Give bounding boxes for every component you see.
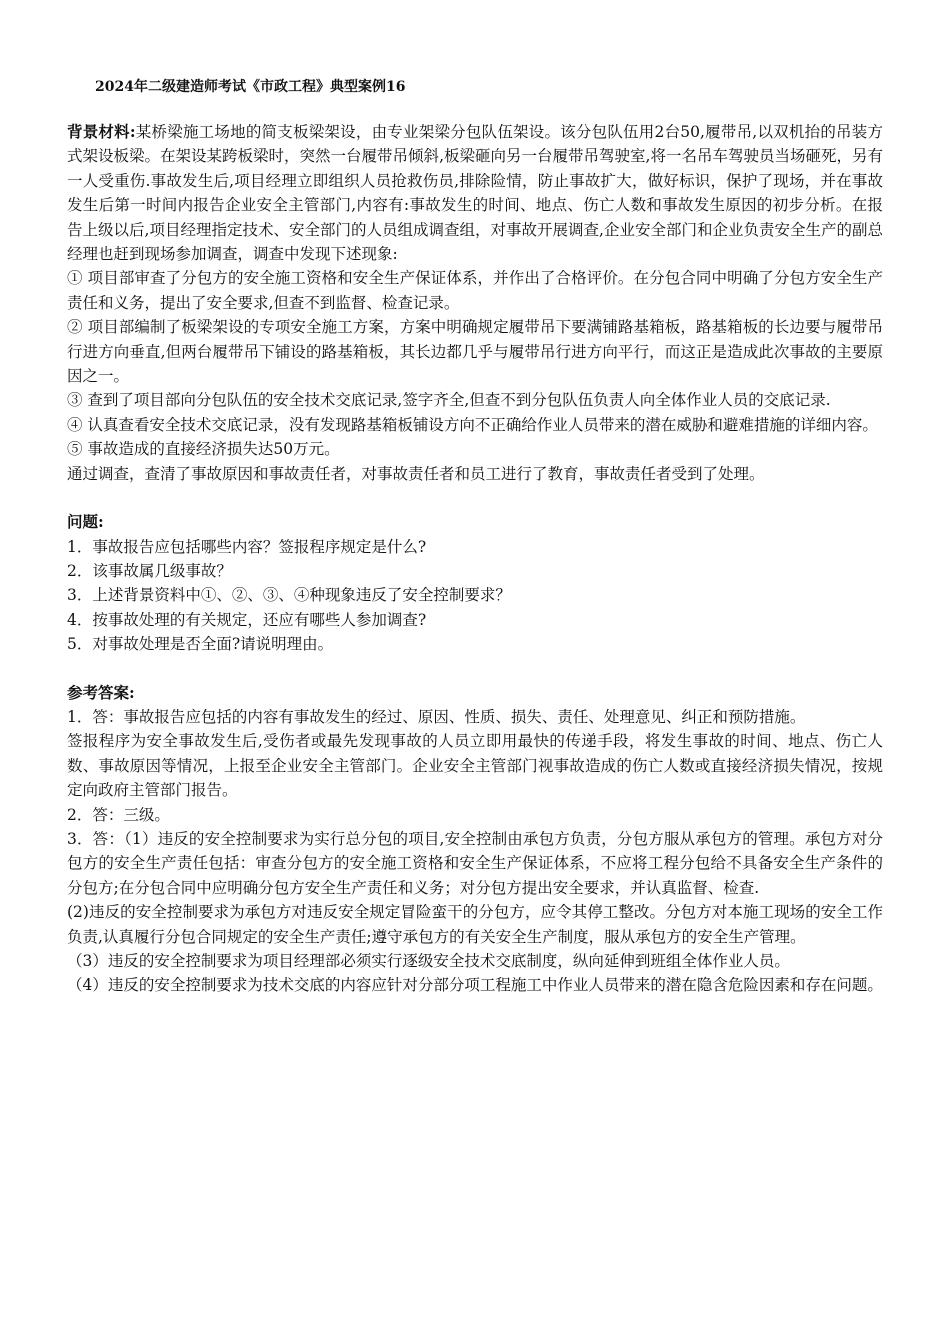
answer-paragraph-2: 签报程序为安全事故发生后,受伤者或最先发现事故的人员立即用最快的传递手段，将发生事故的时间、地点、伤亡人数、事故原因等情况，上报至企业安全主管部门。企业安全主管部门视事故造成的伤亡人数或直接经济损失情况，按规定向政府主管部门报告。: [67, 732, 883, 800]
question-item-5: 5．对事故处理是否全面?请说明理由。: [67, 635, 334, 654]
finding-item-1: ① 项目部审查了分包方的安全施工资格和安全生产保证体系，并作出了合格评价。在分包合同中明确了分包方安全生产责任和义务，提出了安全要求,但查不到监督、检查记录。: [67, 269, 883, 312]
background-text: 某桥梁施工场地的简支板梁架设，由专业架梁分包队伍架设。该分包队伍用2台50,履带吊,以双机抬的吊装方式架设板梁。在架设某跨板梁时，突然一台履带吊倾斜,板梁砸向另一台履带吊驾驶室,将一名吊车驾驶员当场砸死，另有一人受重伤.事故发生后,项目经理立即组织人员抢救伤员,排除险情，防止事故扩大，做好标识，保护了现场，并在事故发生后第一时间内报告企业安全主管部门,内容有:事故发生的时间、地点、伤亡人数和事故发生原因的初步分析。在报告上级以后,项目经理指定技术、安全部门的人员组成调查组，对事故开展调查,企业安全部门和企业负责安全生产的副总经理也赶到现场参加调查，调查中发现下述现象:: [67, 123, 883, 264]
answers-heading: 参考答案:: [67, 682, 135, 702]
answer-paragraph-1: 1．答：事故报告应包括的内容有事故发生的经过、原因、性质、损失、责任、处理意见、纠正和预防措施。: [67, 707, 806, 726]
background-paragraph: [67, 120, 883, 266]
finding-item-4: ④ 认真查看安全技术交底记录，没有发现路基箱板铺设方向不正确给作业人员带来的潜在威胁和避难措施的详细内容。: [67, 415, 878, 434]
question-item-3: 3．上述背景资料中①、②、③、④种现象违反了安全控制要求？: [67, 586, 511, 605]
answer-paragraph-3: 2．答：三级。: [67, 805, 170, 824]
answer-paragraph-5: (2)违反的安全控制要求为承包方对违反安全规定冒险蛮干的分包方，应令其停工整改。分包方对本施工现场的安全工作负责,认真履行分包合同规定的安全生产责任;遵守承包方的有关安全生产制度，服从承包方的安全生产管理。: [67, 903, 883, 946]
background-section: [67, 120, 883, 486]
finding-item-2: ② 项目部编制了板梁架设的专项安全施工方案，方案中明确规定履带吊下要满铺路基箱板，路基箱板的长边要与履带吊行进方向垂直,但两台履带吊下铺设的路基箱板，其长边都几乎与履带吊行进方向平行，而这正是造成此次事故的主要原因之一。: [67, 318, 883, 386]
answer-paragraph-7: （4）违反的安全控制要求为技术交底的内容应针对分部分项工程施工中作业人员带来的潜在隐含危险因素和存在问题。: [67, 976, 883, 995]
finding-item-3: ③ 查到了项目部向分包队伍的安全技术交底记录,签字齐全,但查不到分包队伍负责人向全体作业人员的交底记录.: [67, 391, 831, 410]
answers-section: [67, 681, 883, 998]
questions-heading: 问题:: [67, 512, 104, 532]
finding-item-5: ⑤ 事故造成的直接经济损失达50万元。: [67, 440, 340, 459]
document-title: 2024年二级建造师考试《市政工程》典型案例16: [95, 79, 406, 95]
background-conclusion: 通过调查，查清了事故原因和事故责任者，对事故责任者和员工进行了教育，事故责任者受到了处理。: [67, 464, 765, 483]
answer-paragraph-6: （3）违反的安全控制要求为项目经理部必须实行逐级安全技术交底制度，纵向延伸到班组全体作业人员。: [67, 952, 790, 970]
answer-paragraph-4: 3．答：（1）违反的安全控制要求为实行总分包的项目,安全控制由承包方负责，分包方服从承包方的管理。承包方对分包方的安全生产责任包括：审查分包方的安全施工资格和安全生产保证体系，不应将工程分包给不具备安全生产条件的分包方;在分包合同中应明确分包方安全生产责任和义务；对分包方提出安全要求，并认真监督、检查.: [67, 829, 883, 897]
question-item-4: 4．按事故处理的有关规定，还应有哪些人参加调查?: [67, 610, 427, 629]
background-label: 背景材料:: [67, 122, 136, 141]
document-page: [67, 76, 883, 998]
question-item-2: 2．该事故属几级事故？: [67, 561, 232, 580]
question-item-1: 1．事故报告应包括哪些内容？签报程序规定是什么?: [67, 537, 427, 556]
questions-section: [67, 510, 883, 656]
